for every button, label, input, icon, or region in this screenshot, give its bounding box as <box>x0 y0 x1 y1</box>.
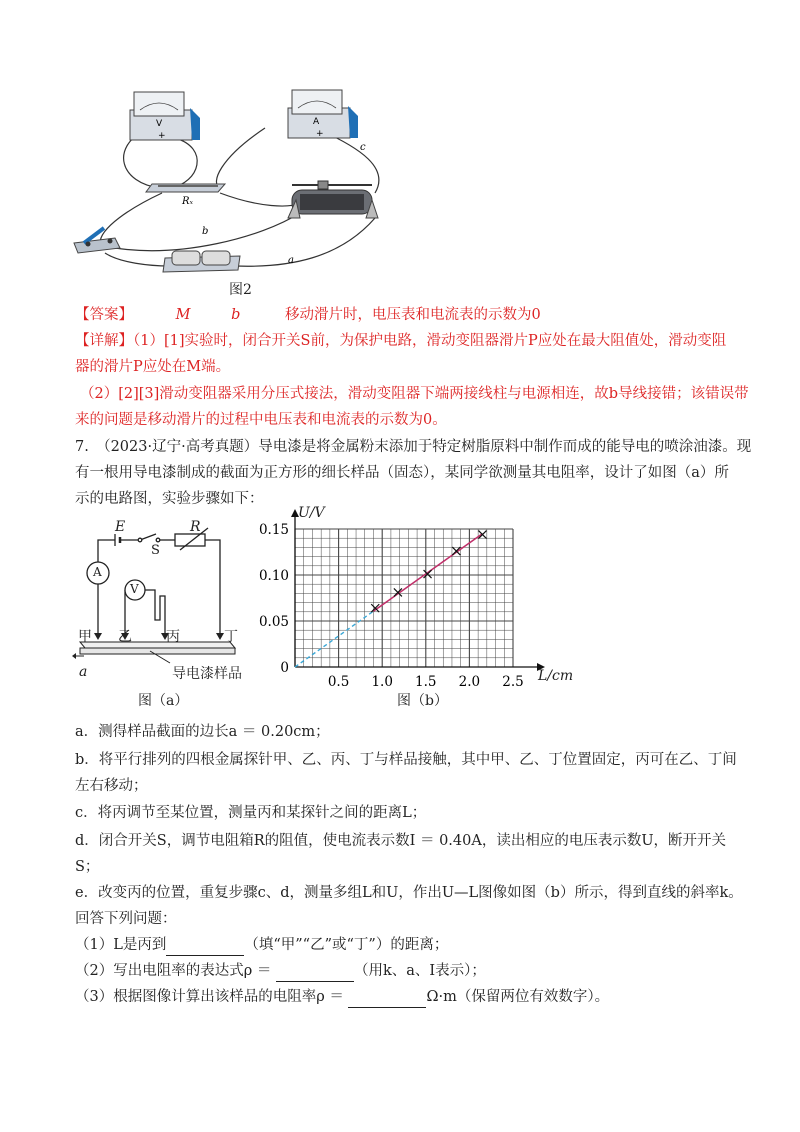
origin-label: 0 <box>280 660 289 676</box>
chart-axes <box>291 509 545 671</box>
answer-line <box>75 305 541 325</box>
svg-text:A: A <box>313 117 320 127</box>
step-e-line-1: e．改变丙的位置，重复步骤c、d，测量多组L和U，作出U—L图像如图（b）所示，得到直线的斜率k。 <box>75 885 743 901</box>
step-d-line-2: S； <box>75 859 100 875</box>
edge-label-a: a <box>79 664 88 680</box>
svg-text:+: + <box>158 131 166 141</box>
label-a: a <box>288 255 294 266</box>
step-a: a．测得样品截面的边长a ＝ 0.20cm； <box>75 724 330 740</box>
x-tick-label: 1.0 <box>371 674 393 690</box>
question-1: （1）L是丙到 （填“甲”“乙”或“丁”）的距离； <box>75 935 448 956</box>
fit-line-extension <box>295 611 373 667</box>
figure-2-caption: 图2 <box>229 282 252 298</box>
chart-grid <box>295 529 513 667</box>
detail-line-3: （2）[2][3]滑动变阻器采用分压式接法，滑动变阻器下端两接线柱与电源相连，故b导线接错；该错误带 <box>80 386 749 402</box>
detail-line-4: 来的问题是移动滑片的过程中电压表和电流表的示数为0。 <box>75 412 447 428</box>
step-c: c．将丙调节至某位置，测量丙和某探针之间的距离L； <box>75 805 427 821</box>
circuit-label-s: S <box>151 543 160 558</box>
detail-line-1: 【详解】（1）[1]实验时，闭合开关S前，为保护电路，滑动变阻器滑片P应处在最大阻值处，滑动变阻 <box>75 333 727 349</box>
x-tick-label: 1.5 <box>415 674 437 690</box>
step-b-line-1: b．将平行排列的四根金属探针甲、乙、丙、丁与样品接触，其中甲、乙、丁位置固定，丙可在乙、丁间 <box>75 752 737 768</box>
sample-bar <box>80 642 235 654</box>
x-tick-label: 0.5 <box>327 674 350 690</box>
answer-blank-1[interactable] <box>166 935 244 956</box>
switch <box>74 228 120 253</box>
label-b: b <box>202 226 209 237</box>
voltmeter <box>130 92 200 141</box>
y-tick-label: 0.05 <box>258 614 289 630</box>
figure-b-caption: 图（b） <box>397 693 448 709</box>
answer-blank-2[interactable] <box>276 961 354 982</box>
rheostat <box>288 181 378 218</box>
y-tick-label: 0.10 <box>258 568 289 584</box>
label-rx: Rₓ <box>182 196 194 207</box>
svg-text:+: + <box>316 129 324 139</box>
label-c: c <box>360 142 366 153</box>
question-3: （3）根据图像计算出该样品的电阻率ρ ＝ Ω·m（保留两位有效数字）。 <box>75 987 609 1008</box>
circuit-label-r: R <box>190 519 201 535</box>
step-b-line-2: 左右移动； <box>75 778 148 794</box>
answer-item-1: M <box>175 307 191 323</box>
answer-item-3: 移动滑片时，电压表和电流表的示数为0 <box>284 307 541 323</box>
answer-blank-3[interactable] <box>348 987 426 1008</box>
chart-xlabel: L/cm <box>538 668 574 684</box>
answer-tag: 【答案】 <box>75 307 133 323</box>
q7-line-2: 有一根用导电漆制成的截面为正方形的细长样品（固态），某同学欲测量其电阻率，设计了如图（a）所 <box>75 465 729 481</box>
figure-a-caption: 图（a） <box>138 693 189 709</box>
circuit-label-e: E <box>115 519 126 535</box>
chart-ylabel: U/V <box>298 505 325 521</box>
battery <box>163 251 240 272</box>
resistor-rx <box>146 184 225 192</box>
svg-text:V: V <box>156 119 163 129</box>
x-tick-label: 2.0 <box>458 674 481 690</box>
step-e-line-2: 回答下列问题： <box>75 911 177 927</box>
probe-bing: 丙 <box>166 629 180 645</box>
answer-item-2: b <box>231 307 241 323</box>
circuit-label-a-meter: A <box>93 565 102 579</box>
step-d-line-1: d．闭合开关S，调节电阻箱R的阻值，使电流表示数I ＝ 0.40A，读出相应的电压表示数U，断开开关 <box>75 833 727 849</box>
probe-yi: 乙 <box>118 629 132 645</box>
figure-b-chart <box>255 505 585 695</box>
detail-line-2: 器的滑片P应处在M端。 <box>75 359 231 375</box>
probe-jia: 甲 <box>78 629 92 645</box>
circuit-label-v-meter: V <box>130 582 139 596</box>
ammeter <box>288 90 358 139</box>
y-tick-label: 0.15 <box>258 522 289 538</box>
figure-2-apparatus <box>60 88 410 293</box>
detail-tag: 【详解】 <box>75 333 133 349</box>
q7-line-3: 示的电路图，实验步骤如下： <box>75 491 264 507</box>
x-tick-label: 2.5 <box>502 674 524 690</box>
fit-line-solid <box>373 534 482 612</box>
q7-line-1: 7. （2023·辽宁·高考真题）导电漆是将金属粉末添加于特定树脂原料中制作而成的能导电的喷涂油漆。现 <box>75 439 752 455</box>
question-2: （2）写出电阻率的表达式ρ ＝ （用k、a、I表示）； <box>75 961 486 982</box>
data-point <box>478 531 486 539</box>
sample-label: 导电漆样品 <box>172 666 242 682</box>
probe-ding: 丁 <box>224 629 238 645</box>
